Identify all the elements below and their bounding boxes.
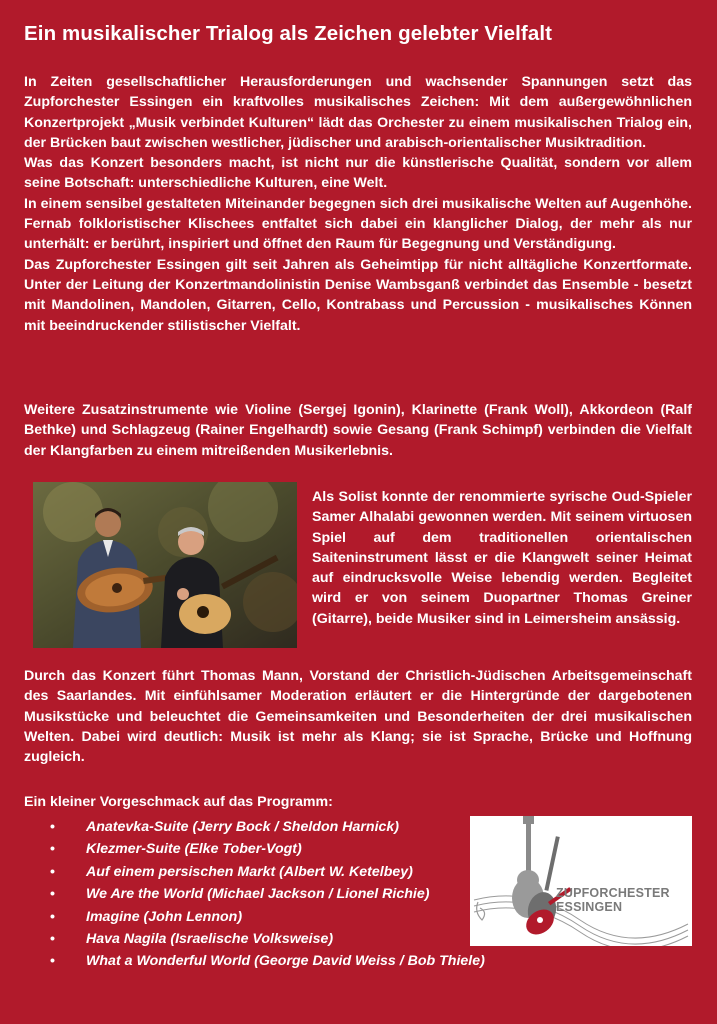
program-item-text: Imagine (John Lennon)	[86, 908, 243, 925]
program-item	[24, 816, 485, 838]
bullet-icon: •	[50, 953, 55, 970]
program-item	[24, 928, 485, 950]
instruments-paragraph: Weitere Zusatzinstrumente wie Violine (Sergej Igonin), Klarinette (Frank Woll), Akkordeon (Ralf Bethke) und Schlagzeug (Rainer Engelhardt) sowie Gesang (Frank Schimpf) verbinden die Vielfalt der Klangfarben zu einem mitreißenden Musikerlebnis.	[24, 402, 692, 459]
bullet-icon: •	[50, 930, 55, 947]
soloist-paragraph: Als Solist konnte der renommierte syrische Oud-Spieler Samer Alhalabi gewonnen werden. Mit seinem virtuosen Spiel auf dem traditionellen orientalischen Saiteninstrument lässt er die Klangwelt seiner Heimat auf eindrucksvolle Weise lebendig werden. Begleitet wird er von seinem Duopartner Thomas Greiner (Gitarre), beide Musiker sind in Leimersheim ansässig.	[312, 489, 692, 627]
program-item	[24, 838, 485, 860]
logo-line-2: ESSINGEN	[556, 900, 623, 914]
program-item-text: Hava Nagila (Israelische Volksweise)	[86, 930, 334, 947]
intro-paragraph-1: In Zeiten gesellschaftlicher Herausforderungen und wachsender Spannungen setzt das Zupforchester Essingen ein kraftvolles musikalisches Zeichen: Mit dem außergewöhnlichen Konzertprojekt „Musik verbindet Kulturen“ lädt das Orchester zu einem musikalischen Trialog ein, der Brücken baut zwischen westlicher, jüdischer und arabisch-orientalischer Musiktradition.	[24, 74, 692, 151]
intro-paragraph-3: In einem sensibel gestalteten Miteinander begegnen sich drei musikalische Welten auf Augenhöhe. Fernab folkloristischer Klischees entfaltet sich dabei ein klanglicher Dialog, der mehr als nur unterhält: er berührt, inspiriert und öffnet den Raum für Begegnung und Verständigung.	[24, 195, 692, 253]
program-item-text: What a Wonderful World (George David Weiss / Bob Thiele)	[86, 953, 485, 970]
program-item-text: Auf einem persischen Markt (Albert W. Ketelbey)	[86, 863, 413, 880]
logo-line-1: ZUPFORCHESTER	[556, 886, 670, 900]
program-heading: Ein kleiner Vorgeschmack auf das Programm:	[24, 794, 333, 810]
page-title: Ein musikalischer Trialog als Zeichen gelebter Vielfalt	[24, 22, 553, 45]
musicians-photo	[33, 482, 297, 648]
bullet-icon: •	[50, 841, 55, 858]
orchestra-logo	[470, 816, 692, 946]
program-item	[24, 950, 485, 972]
program-item	[24, 883, 485, 905]
moderation-paragraph: Durch das Konzert führt Thomas Mann, Vorstand der Christlich-Jüdischen Arbeitsgemeinschaft des Saarlandes. Mit einfühlsamer Moderation erläutert er die Hintergründe der dargebotenen Musikstücke und beleuchtet die Gemeinsamkeiten und Besonderheiten der drei musikalischen Welten. Dabei wird deutlich: Musik ist mehr als Klang; sie ist Sprache, Brücke und Hoffnung zugleich.	[24, 668, 692, 766]
program-item	[24, 906, 485, 928]
bullet-icon: •	[50, 908, 55, 925]
program-item	[24, 861, 485, 883]
program-item-text: Anatevka-Suite (Jerry Bock / Sheldon Harnick)	[86, 819, 400, 835]
bullet-icon: •	[50, 819, 55, 835]
intro-paragraph-2: Was das Konzert besonders macht, ist nicht nur die künstlerische Qualität, sondern vor allem seine Botschaft: unterschiedliche Kulturen, eine Welt.	[24, 155, 692, 192]
program-list	[24, 816, 485, 973]
musicians-photo-illustration	[33, 482, 297, 648]
instruments-logo-graphic	[470, 816, 692, 946]
intro-text	[24, 72, 692, 336]
program-item-text: Klezmer-Suite (Elke Tober-Vogt)	[86, 841, 302, 858]
program-item-text: We Are the World (Michael Jackson / Lionel Richie)	[86, 886, 430, 903]
intro-paragraph-4: Das Zupforchester Essingen gilt seit Jahren als Geheimtipp für nicht alltägliche Konzertformate. Unter der Leitung der Konzertmandolinistin Denise Wambsganß verbindet das Ensemble - besetzt mit Mandolinen, Mandolen, Gitarren, Cello, Kontrabass und Percussion - musikalisches Können mit beeindruckender stilistischer Vielfalt.	[24, 256, 692, 334]
bullet-icon: •	[50, 863, 55, 880]
bullet-icon: •	[50, 886, 55, 903]
